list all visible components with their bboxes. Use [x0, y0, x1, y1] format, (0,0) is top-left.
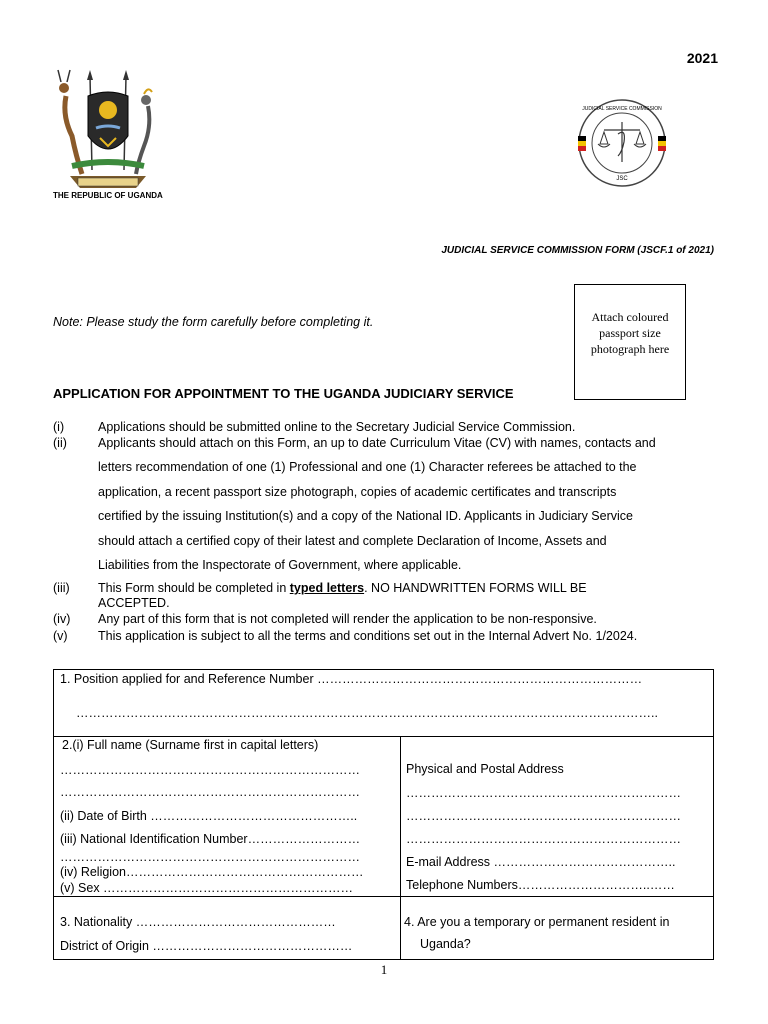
instruction-item	[53, 581, 718, 611]
instruction-item	[53, 431, 718, 577]
item-line: should attach a certified copy of their latest and complete Declaration of Income, Assets and	[98, 533, 607, 548]
item-text	[98, 581, 718, 611]
item-line: certified by the issuing Institution(s) and a copy of the National ID. Applicants in Judiciary Service	[98, 509, 633, 524]
form-identifier: JUDICIAL SERVICE COMMISSION FORM (JSCF.1 of 2021)	[441, 245, 714, 256]
address-field[interactable]: …………………………………………………………	[406, 809, 681, 823]
item-number: (iii)	[53, 581, 70, 596]
note-text: Note: Please study the form carefully before completing it.	[53, 315, 374, 329]
item-text	[98, 431, 718, 577]
column-divider	[400, 736, 401, 960]
item-text-part: This Form should be completed in	[98, 581, 290, 596]
seal-abbr: JSC	[616, 176, 628, 182]
address-field[interactable]: …………………………………………………………	[406, 786, 681, 800]
national-id-field[interactable]: (iii) National Identification Number………………………	[60, 832, 361, 846]
full-name-field[interactable]: ………………………………………………………………	[60, 785, 360, 799]
item-text-part: ACCEPTED.	[98, 596, 170, 611]
photo-box-line: passport size	[599, 326, 661, 340]
nationality-field[interactable]: 3. Nationality …………………………………………	[60, 915, 336, 929]
republic-caption: THE REPUBLIC OF UGANDA	[53, 191, 163, 200]
application-title: APPLICATION FOR APPOINTMENT TO THE UGANDA JUDICIARY SERVICE	[53, 386, 514, 401]
row-divider	[54, 736, 713, 737]
full-name-field[interactable]: ………………………………………………………………	[60, 763, 360, 777]
item-line: Liabilities from the Inspectorate of Government, where applicable.	[98, 558, 462, 573]
page-number: 1	[380, 962, 388, 977]
photo-box-line: photograph here	[590, 342, 670, 356]
item-text: This application is subject to all the terms and conditions set out in the Internal Advert No. 1/2024.	[98, 629, 638, 644]
jsc-seal-logo	[574, 98, 670, 188]
telephone-field[interactable]: Telephone Numbers…………………………..……	[406, 878, 675, 892]
national-id-field[interactable]: ………………………………………………………………	[60, 850, 360, 864]
email-field[interactable]: E-mail Address ……………………………………..	[406, 855, 676, 869]
position-field[interactable]: 1. Position applied for and Reference Number ……………………………………………………………………	[60, 672, 643, 686]
item-line: letters recommendation of one (1) Professional and one (1) Character referees be attached to the	[98, 460, 637, 475]
form-year: 2021	[686, 50, 718, 66]
application-form-table	[53, 669, 714, 960]
religion-field[interactable]: (iv) Religion…………………………………………………	[60, 865, 364, 879]
item-number: (v)	[53, 629, 68, 644]
sex-field[interactable]: (v) Sex ……………………………………………………	[60, 881, 354, 895]
item-number: (i)	[53, 420, 65, 434]
position-field-line2[interactable]: …………………………………………………………………………………………………………………………..	[76, 706, 658, 720]
full-name-label: 2.(i) Full name (Surname first in capital letters)	[62, 738, 319, 752]
address-label: Physical and Postal Address	[406, 762, 564, 776]
residency-question: 4. Are you a temporary or permanent resident in	[404, 915, 670, 929]
seal-text: JUDICIAL SERVICE COMMISSION	[582, 106, 662, 112]
typed-letters-emphasis: typed letters	[289, 581, 365, 596]
district-of-origin-field[interactable]: District of Origin …………………………………………	[60, 939, 353, 953]
item-number: (ii)	[53, 436, 67, 450]
row-divider	[54, 896, 713, 897]
coat-of-arms-logo	[52, 66, 164, 194]
residency-question: Uganda?	[420, 937, 471, 951]
item-line: application, a recent passport size photograph, copies of academic certificates and transcripts	[98, 484, 617, 499]
photo-box-line: Attach coloured	[591, 310, 669, 324]
item-number: (iv)	[53, 612, 71, 627]
instruction-item	[53, 611, 718, 628]
instructions-list	[53, 419, 718, 645]
item-text: Any part of this form that is not completed will render the application to be non-responsive.	[98, 612, 597, 627]
date-of-birth-field[interactable]: (ii) Date of Birth …………………………………………..	[60, 809, 358, 823]
item-line: Applicants should attach on this Form, an up to date Curriculum Vitae (CV) with names, contacts and	[98, 436, 656, 450]
item-text-part: . NO HANDWRITTEN FORMS WILL BE	[364, 581, 587, 596]
passport-photo-box[interactable]	[574, 284, 686, 400]
address-field[interactable]: …………………………………………………………	[406, 832, 681, 846]
item-text: Applications should be submitted online to the Secretary Judicial Service Commission.	[98, 420, 576, 434]
instruction-item	[53, 628, 718, 645]
